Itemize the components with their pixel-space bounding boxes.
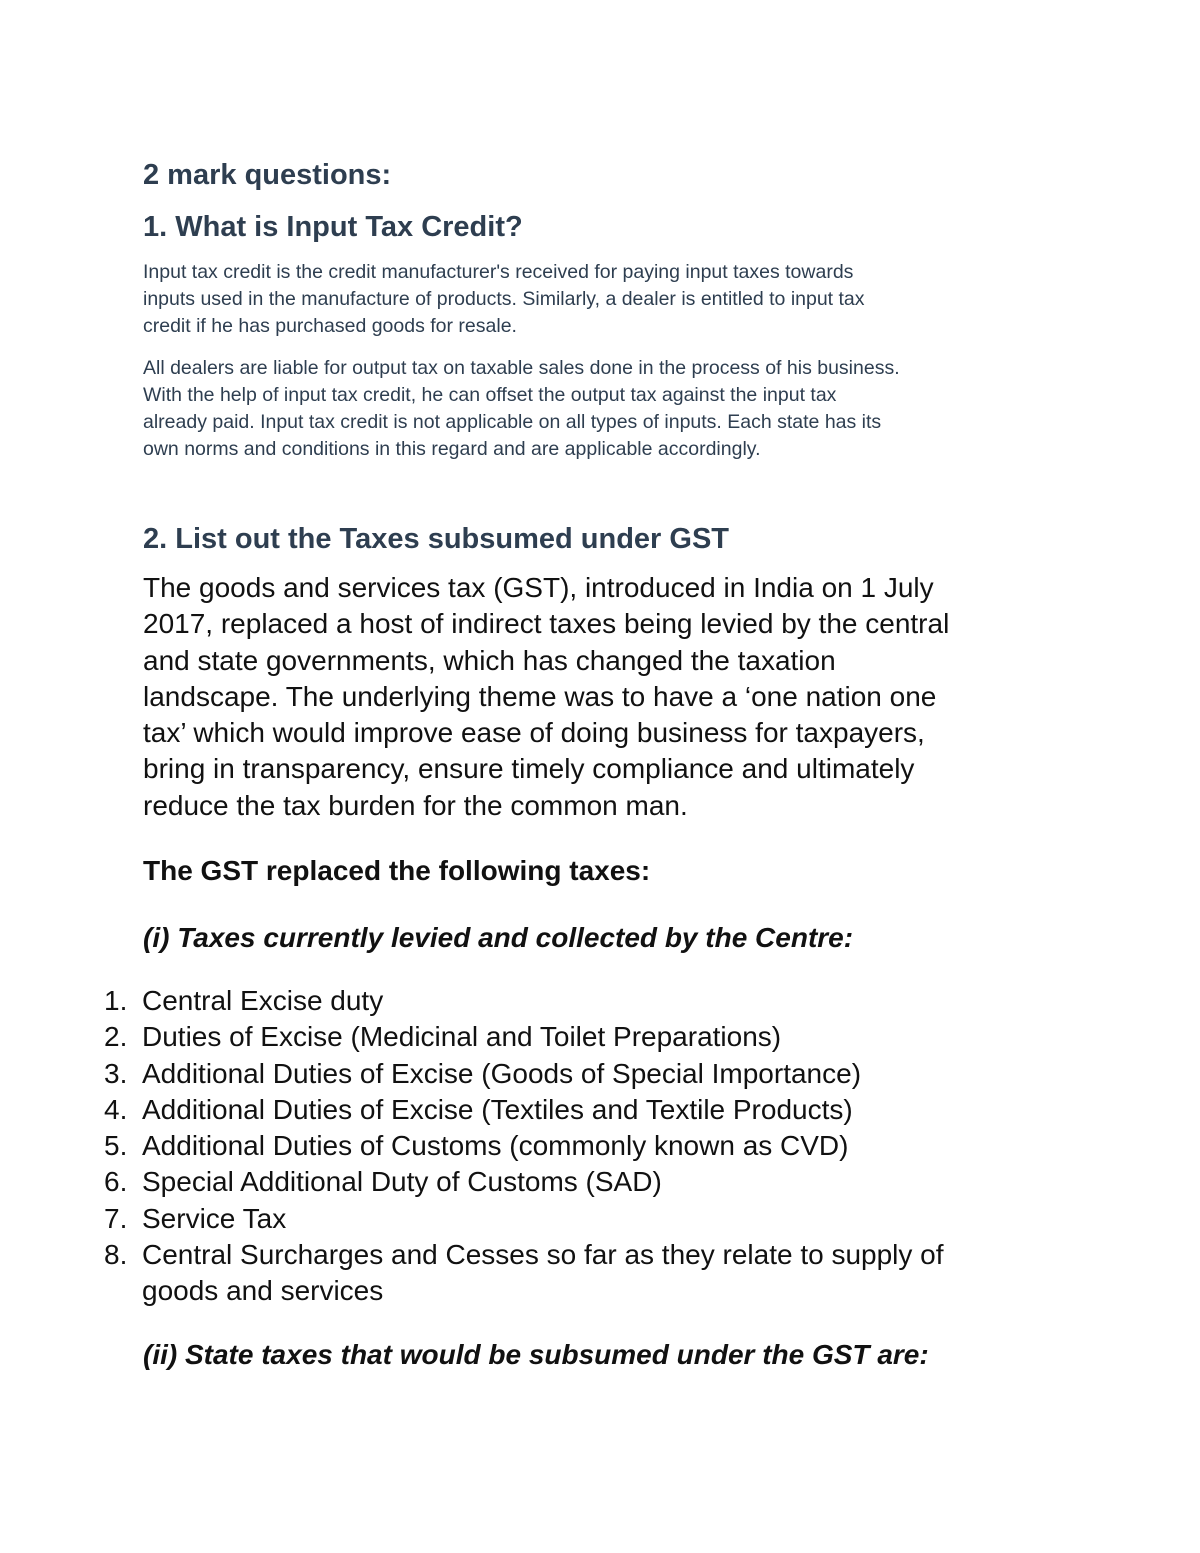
list-number: 5. — [104, 1130, 128, 1162]
paragraph-line: own norms and conditions in this regard and are applicable accordingly. — [143, 438, 761, 460]
paragraph-line: inputs used in the manufacture of products. Similarly, a dealer is entitled to input tax — [143, 288, 865, 310]
list-item — [104, 1237, 944, 1310]
centre-taxes-list — [104, 983, 944, 1310]
question-1-title: 1. What is Input Tax Credit? — [143, 211, 523, 243]
list-number: 4. — [104, 1093, 128, 1125]
list-item-text: Additional Duties of Excise (Goods of Special Importance) — [142, 1057, 862, 1089]
list-number: 2. — [104, 1021, 128, 1053]
paragraph-line: landscape. The underlying theme was to have a ‘one nation one — [143, 680, 937, 712]
list-item-text: Service Tax — [142, 1202, 287, 1234]
centre-taxes-heading: (i) Taxes currently levied and collected by the Centre: — [143, 922, 854, 953]
list-number: 6. — [104, 1166, 128, 1198]
state-taxes-heading: (ii) State taxes that would be subsumed under the GST are: — [143, 1339, 929, 1370]
list-item — [104, 1128, 944, 1164]
paragraph-line: and state governments, which has changed the taxation — [143, 644, 836, 676]
question-1-paragraph-2 — [143, 355, 900, 463]
list-item-text: goods and services — [142, 1275, 384, 1307]
list-number: 3. — [104, 1057, 128, 1089]
list-item-text: Central Surcharges and Cesses so far as they relate to supply of — [142, 1239, 944, 1271]
list-item-text: Additional Duties of Customs (commonly known as CVD) — [142, 1130, 849, 1162]
paragraph-line: reduce the tax burden for the common man. — [143, 789, 688, 821]
paragraph-line: 2017, replaced a host of indirect taxes being levied by the central — [143, 608, 950, 640]
list-number: 8. — [104, 1239, 128, 1271]
paragraph-line: tax’ which would improve ease of doing business for taxpayers, — [143, 717, 925, 749]
list-number: 7. — [104, 1202, 128, 1234]
list-number: 1. — [104, 985, 128, 1016]
list-item — [104, 1056, 944, 1092]
paragraph-line: Input tax credit is the credit manufacturer's received for paying input taxes towards — [143, 261, 854, 283]
list-item-text: Additional Duties of Excise (Textiles and Textile Products) — [142, 1093, 853, 1125]
list-item — [104, 1201, 944, 1237]
question-1-paragraph-1 — [143, 259, 865, 340]
list-item-text: Central Excise duty — [142, 985, 384, 1016]
list-item-text: Duties of Excise (Medicinal and Toilet Preparations) — [142, 1021, 782, 1053]
list-item — [104, 1164, 944, 1200]
paragraph-line: already paid. Input tax credit is not applicable on all types of inputs. Each state has its — [143, 411, 882, 433]
question-2-title: 2. List out the Taxes subsumed under GST — [143, 523, 730, 555]
paragraph-line: The goods and services tax (GST), introduced in India on 1 July — [143, 572, 934, 603]
list-item — [104, 1019, 944, 1055]
paragraph-line: All dealers are liable for output tax on taxable sales done in the process of his business. — [143, 357, 900, 379]
section-heading: 2 mark questions: — [143, 159, 392, 191]
paragraph-line: credit if he has purchased goods for resale. — [143, 315, 517, 337]
list-item-text: Special Additional Duty of Customs (SAD) — [142, 1166, 662, 1198]
paragraph-line: bring in transparency, ensure timely compliance and ultimately — [143, 753, 915, 785]
replaced-taxes-heading: The GST replaced the following taxes: — [143, 855, 651, 886]
list-item — [104, 1092, 944, 1128]
list-item — [104, 983, 944, 1019]
paragraph-line: With the help of input tax credit, he can offset the output tax against the input tax — [143, 384, 837, 406]
question-2-paragraph — [143, 570, 949, 824]
